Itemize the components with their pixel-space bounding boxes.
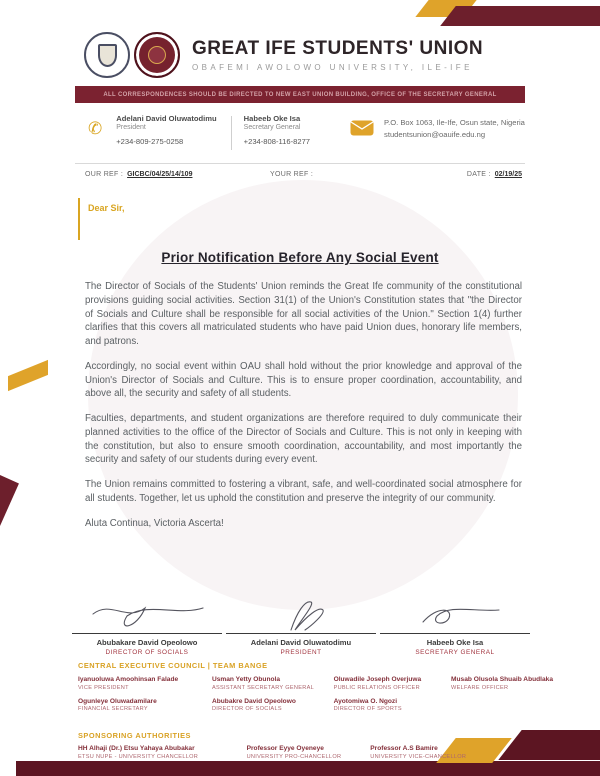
contact-president	[116, 114, 216, 146]
contact-number: +234-808-116-8277	[243, 137, 311, 146]
letter-date	[467, 171, 522, 178]
member-title: PUBLIC RELATIONS OFFICER	[333, 684, 420, 691]
signature-row	[70, 596, 532, 656]
correspondence-banner: ALL CORRESPONDENCES SHOULD BE DIRECTED TO NEW EAST UNION BUILDING, OFFICE OF THE SECRETARY GENERAL	[75, 86, 525, 103]
council-member	[334, 676, 441, 691]
left-gold-chevron	[8, 360, 48, 391]
sponsoring-authorities	[78, 731, 480, 760]
authority-member	[370, 745, 480, 760]
letterhead-text	[192, 38, 483, 72]
paragraph: The Director of Socials of the Students' Union reminds the Great Ife community of the constitutional provisions guiding social activities. Section 31(1) of the Union's Constitution states that "the Director of Socials and Culture shall be responsible for all social activities of the Union." Section 1(4) further clarifies that this covers all matriculated students who have paid Union dues, honorary life members, and patrons.	[85, 281, 522, 348]
authority-member	[78, 745, 233, 760]
signature-secretary-general	[378, 596, 532, 656]
paragraph: Accordingly, no social event within OAU shall hold without the prior knowledge and approval of the Union's Director of Socials and Culture. This is to ensure proper coordination, accountability, and above all, the security and safety of all students.	[85, 360, 522, 400]
our-ref-value: GICBC/04/25/14/109	[127, 171, 193, 178]
member-title: UNIVERSITY VICE-CHANCELLOR	[370, 753, 467, 760]
union-crest-icon	[148, 46, 166, 64]
council-member	[212, 676, 324, 691]
university-crest-icon	[98, 44, 117, 67]
letter-closing: Aluta Continua, Victoria Ascerta!	[85, 517, 224, 529]
member-title: VICE PRESIDENT	[78, 684, 129, 691]
contact-secretary-general	[244, 114, 310, 146]
signature-director-of-socials	[70, 596, 224, 656]
signatory-name: Adelani David Oluwatodimu	[250, 638, 352, 647]
council-member	[451, 676, 575, 691]
signatory-title: SECRETARY GENERAL	[415, 649, 495, 656]
paragraph: The Union remains committed to fostering a vibrant, safe, and well-coordinated social atmosphere for all students. Together, let us uphold the constitution and preserve the integrity of our community.	[85, 479, 522, 504]
member-title: DIRECTOR OF SPORTS	[333, 706, 402, 712]
bottom-left-maroon-band	[0, 455, 19, 776]
signature-scribble-icon	[87, 596, 207, 632]
bottom-right-maroon-ribbon	[498, 730, 600, 760]
council-member	[78, 698, 202, 713]
your-ref	[270, 171, 440, 178]
council-member	[334, 698, 441, 713]
union-logo	[134, 32, 180, 78]
contact-name: Habeeb Oke Isa	[243, 114, 301, 123]
signature-scribble-icon	[405, 596, 505, 632]
date-label: DATE :	[466, 171, 491, 178]
signatory-name: Abubakare David Opeolowo	[96, 638, 198, 647]
authority-member	[247, 745, 357, 760]
your-ref-label: YOUR REF :	[270, 171, 314, 178]
member-name: Usman Yetty Obunola	[211, 676, 280, 683]
postal-address: P.O. Box 1063, Ile-Ife, Osun state, Nigeria	[384, 118, 525, 127]
authorities-heading: SPONSORING AUTHORITIES	[78, 731, 191, 740]
letterhead	[84, 32, 483, 78]
contact-role: President	[116, 124, 146, 131]
member-title: DIRECTOR OF SOCIALS	[211, 706, 282, 712]
phone-icon: ✆	[88, 119, 103, 138]
date-value: 02/19/25	[494, 171, 522, 178]
header-divider	[75, 163, 525, 164]
letter-body	[85, 280, 522, 530]
contact-strip	[88, 114, 528, 150]
signatory-title: PRESIDENT	[280, 649, 322, 656]
our-ref	[85, 171, 270, 178]
university-logo	[84, 32, 130, 78]
council-members-grid	[78, 676, 575, 712]
member-title: ASSISTANT SECRETARY GENERAL	[211, 684, 315, 691]
signature-president	[224, 596, 378, 656]
contact-name: Adelani David Oluwatodimu	[116, 114, 217, 123]
member-name: HH Alhaji (Dr.) Etsu Yahaya Abubakar	[78, 745, 195, 752]
member-title: FINANCIAL SECRETARY	[78, 706, 148, 712]
paragraph: Faculties, departments, and student organizations are therefore required to duly communicate their planned activities to the office of the Director of Socials and Culture. This is not only in keeping with the constitution, but also to ensure smooth coordination, accountability, and most importantly the security and safety of our students during every event.	[85, 413, 522, 466]
contact-divider	[231, 116, 232, 150]
contact-number: +234-809-275-0258	[116, 137, 184, 146]
address-block	[384, 118, 525, 139]
council-heading: CENTRAL EXECUTIVE COUNCIL | TEAM BANGE	[78, 661, 268, 670]
signature-line	[72, 633, 222, 634]
central-executive-council	[78, 661, 575, 712]
letter-title: Prior Notification Before Any Social Event	[161, 250, 439, 265]
member-name: Abubakre David Opeolowo	[211, 697, 296, 705]
member-name: Oluwadile Joseph Overjuwa	[333, 676, 422, 683]
our-ref-label: OUR REF :	[85, 171, 124, 178]
member-name: Ayotomiwa O. Ngozi	[333, 697, 398, 705]
email-address: studentsunion@oauife.edu.ng	[384, 130, 486, 139]
signature-line	[380, 633, 530, 634]
mail-icon	[350, 120, 374, 141]
signatory-title: DIRECTOR OF SOCIALS	[105, 649, 189, 656]
member-title: ETSU NUPE - UNIVERSITY CHANCELLOR	[78, 753, 199, 760]
greeting-accent-bar	[78, 198, 80, 240]
contact-role: Secretary General	[243, 124, 301, 131]
org-name: GREAT IFE STUDENTS' UNION	[192, 38, 484, 59]
bottom-maroon-bar	[16, 761, 600, 776]
member-name: Iyanuoluwa Amoohinsan Falade	[78, 676, 179, 683]
council-member	[212, 698, 324, 713]
member-name: Professor Eyye Oyeneye	[246, 745, 324, 752]
signature-line	[226, 633, 376, 634]
member-name: Musab Olusola Shuaib Abudlaka	[451, 676, 553, 683]
top-right-maroon-ribbon	[440, 6, 600, 26]
member-title: WELFARE OFFICER	[451, 684, 509, 691]
authorities-grid	[78, 745, 480, 760]
greeting: Dear Sir,	[88, 203, 125, 213]
reference-row	[85, 171, 522, 178]
member-name: Professor A.S Bamire	[370, 745, 438, 752]
member-title: UNIVERSITY PRO-CHANCELLOR	[246, 753, 342, 760]
signatory-name: Habeeb Oke Isa	[426, 638, 484, 647]
signature-scribble-icon	[261, 596, 341, 632]
member-name: Ogunleye Oluwadamilare	[78, 697, 157, 705]
council-member	[78, 676, 202, 691]
org-subtitle: OBAFEMI AWOLOWO UNIVERSITY, ILE-IFE	[192, 63, 473, 72]
